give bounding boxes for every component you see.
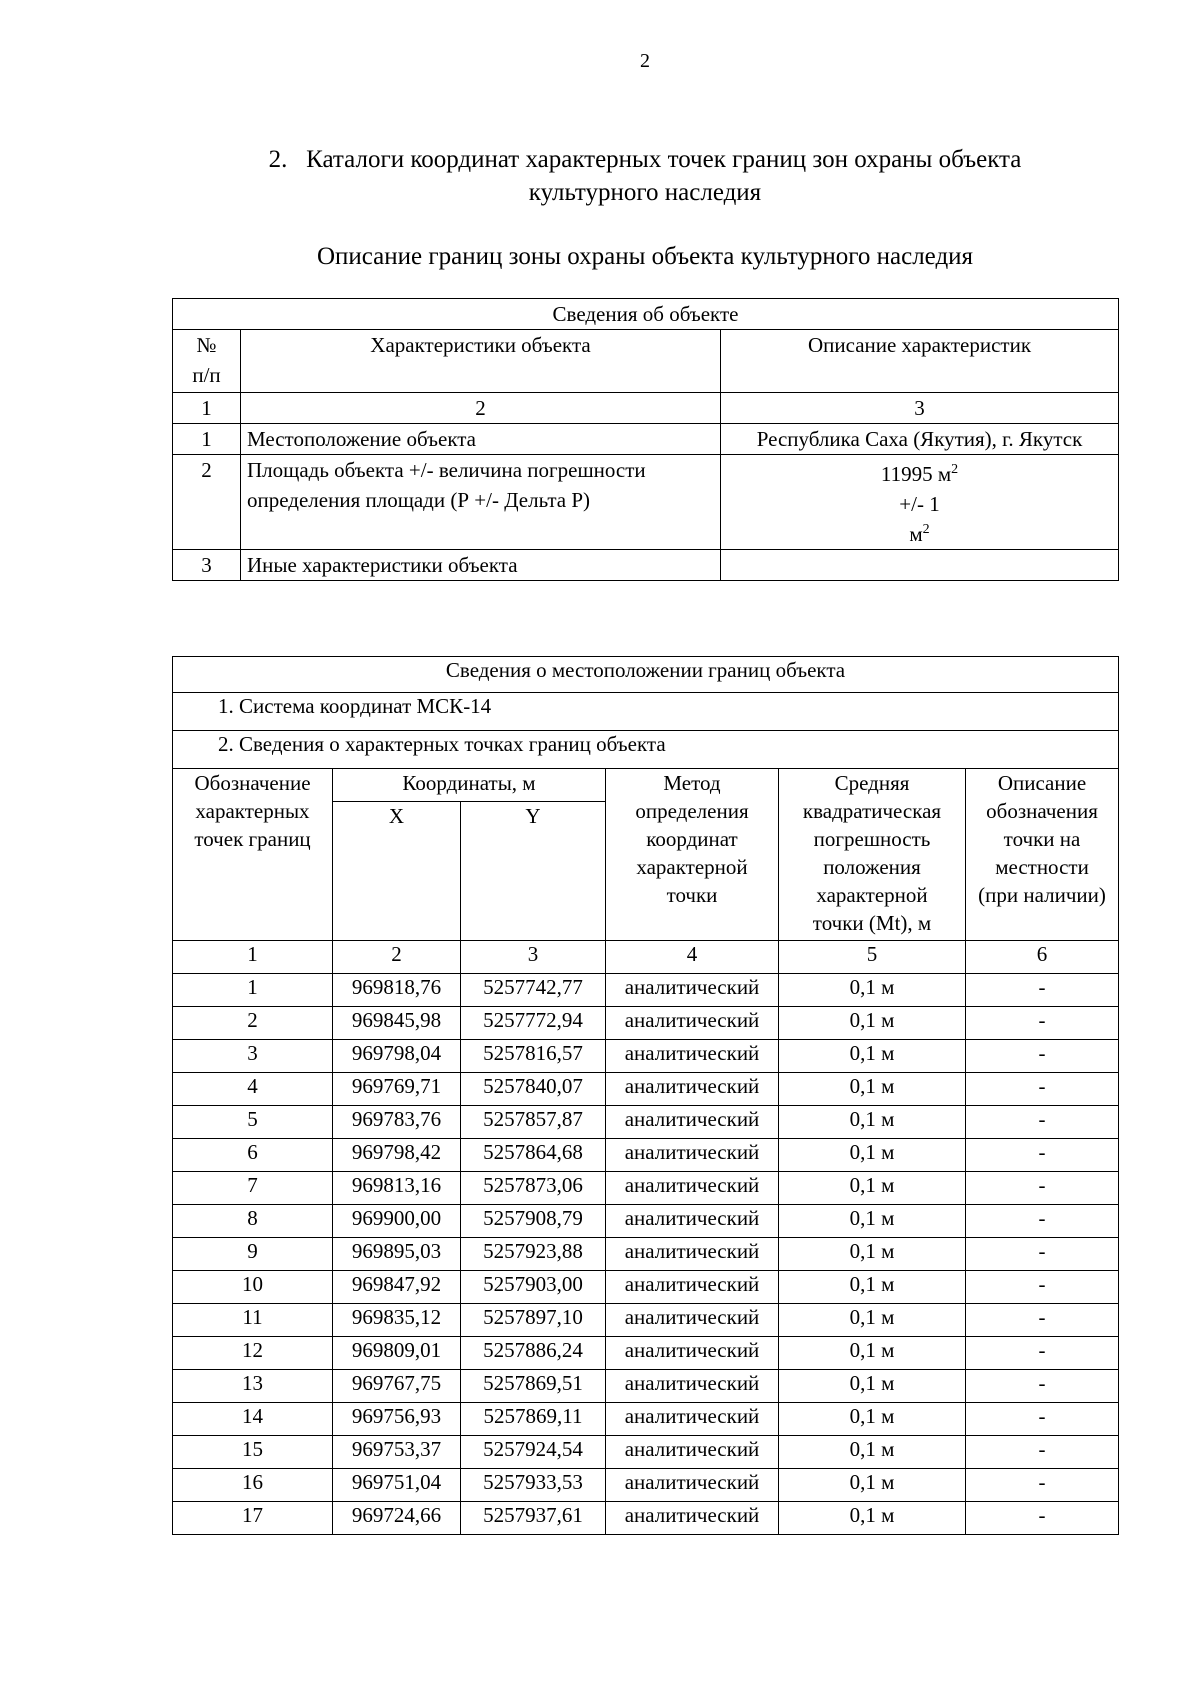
error-value: 0,1 м — [779, 1073, 966, 1106]
method-value: аналитический — [606, 1040, 779, 1073]
num-header-line2: п/п — [192, 363, 221, 387]
table-row — [173, 1007, 1119, 1040]
table-row — [173, 1502, 1119, 1535]
table-row — [173, 974, 1119, 1007]
point-number: 11 — [173, 1304, 333, 1337]
error-header — [779, 769, 966, 941]
y-coordinate: 5257903,00 — [461, 1271, 606, 1304]
description-value: - — [966, 1469, 1119, 1502]
error-value: 0,1 м — [779, 974, 966, 1007]
points-title: 2. Сведения о характерных точках границ объекта — [173, 731, 1119, 769]
x-coordinate: 969809,01 — [333, 1337, 461, 1370]
description-value: - — [966, 1502, 1119, 1535]
section-title — [170, 143, 1120, 209]
error-value: 0,1 м — [779, 1304, 966, 1337]
area-value — [721, 455, 1119, 550]
table-row — [173, 1073, 1119, 1106]
method-value: аналитический — [606, 1238, 779, 1271]
row-number: 3 — [173, 550, 241, 581]
x-coordinate: 969751,04 — [333, 1469, 461, 1502]
table-row — [173, 1469, 1119, 1502]
table-row — [173, 1370, 1119, 1403]
header-line: характерной — [816, 883, 928, 907]
point-number: 9 — [173, 1238, 333, 1271]
error-value: 0,1 м — [779, 1271, 966, 1304]
header-line: обозначения — [986, 799, 1098, 823]
area-label-line2: определения площади (Р +/- Дельта Р) — [247, 488, 591, 512]
point-number: 15 — [173, 1436, 333, 1469]
table-row — [173, 1040, 1119, 1073]
characteristic-label — [241, 455, 721, 550]
page-number: 2 — [640, 50, 650, 72]
x-coordinate: 969798,42 — [333, 1139, 461, 1172]
description-value: - — [966, 1238, 1119, 1271]
superscript: 2 — [951, 462, 959, 477]
x-coordinate: 969724,66 — [333, 1502, 461, 1535]
x-coordinate: 969767,75 — [333, 1370, 461, 1403]
description-header — [966, 769, 1119, 941]
table-row — [173, 1205, 1119, 1238]
table-row — [173, 1403, 1119, 1436]
point-number: 17 — [173, 1502, 333, 1535]
table-row — [173, 1271, 1119, 1304]
method-value: аналитический — [606, 1073, 779, 1106]
method-value: аналитический — [606, 1469, 779, 1502]
y-coordinate: 5257840,07 — [461, 1073, 606, 1106]
method-value: аналитический — [606, 974, 779, 1007]
area-tolerance: +/- 1 — [899, 492, 940, 516]
table-row — [173, 1436, 1119, 1469]
description-value: - — [966, 1205, 1119, 1238]
x-coordinate: 969783,76 — [333, 1106, 461, 1139]
area-unit — [909, 522, 929, 546]
description-value: - — [966, 974, 1119, 1007]
coordinates-header: Координаты, м — [333, 769, 606, 802]
point-number: 5 — [173, 1106, 333, 1139]
method-value: аналитический — [606, 1139, 779, 1172]
point-number: 2 — [173, 1007, 333, 1040]
header-line: точек границ — [194, 827, 311, 851]
section-title-line2: культурного наследия — [528, 179, 762, 206]
y-header: Y — [461, 802, 606, 941]
x-coordinate: 969798,04 — [333, 1040, 461, 1073]
error-value: 0,1 м — [779, 1172, 966, 1205]
num-header-line1: № — [196, 333, 217, 357]
col-number: 3 — [721, 393, 1119, 424]
method-value: аналитический — [606, 1271, 779, 1304]
info-table-header: Сведения об объекте — [173, 299, 1119, 330]
point-number: 6 — [173, 1139, 333, 1172]
header-line: точки (Mt), м — [812, 911, 932, 935]
method-value: аналитический — [606, 1436, 779, 1469]
x-coordinate: 969813,16 — [333, 1172, 461, 1205]
description-value: - — [966, 1436, 1119, 1469]
y-coordinate: 5257923,88 — [461, 1238, 606, 1271]
coordinates-table — [172, 656, 1119, 1535]
col-number: 2 — [241, 393, 721, 424]
designation-header — [173, 769, 333, 941]
table-row — [173, 424, 1119, 455]
x-coordinate: 969756,93 — [333, 1403, 461, 1436]
characteristics-column-header: Характеристики объекта — [241, 330, 721, 393]
header-line: точки — [666, 883, 718, 907]
header-line: Описание — [997, 771, 1087, 795]
x-coordinate: 969753,37 — [333, 1436, 461, 1469]
x-coordinate: 969769,71 — [333, 1073, 461, 1106]
y-coordinate: 5257933,53 — [461, 1469, 606, 1502]
location-value: Республика Саха (Якутия), г. Якутск — [721, 424, 1119, 455]
point-number: 16 — [173, 1469, 333, 1502]
y-coordinate: 5257742,77 — [461, 974, 606, 1007]
y-coordinate: 5257864,68 — [461, 1139, 606, 1172]
y-coordinate: 5257816,57 — [461, 1040, 606, 1073]
row-number: 2 — [173, 455, 241, 550]
y-coordinate: 5257937,61 — [461, 1502, 606, 1535]
header-line: определения — [635, 799, 749, 823]
col-number: 3 — [461, 941, 606, 974]
description-value: - — [966, 1007, 1119, 1040]
method-value: аналитический — [606, 1502, 779, 1535]
error-value: 0,1 м — [779, 1469, 966, 1502]
method-value: аналитический — [606, 1007, 779, 1040]
method-value: аналитический — [606, 1370, 779, 1403]
table-row — [173, 1238, 1119, 1271]
header-line: характерной — [636, 855, 748, 879]
header-line: местности — [995, 855, 1089, 879]
x-coordinate: 969895,03 — [333, 1238, 461, 1271]
header-line: координат — [646, 827, 738, 851]
header-line: Метод — [663, 771, 721, 795]
section-title-line1: Каталоги координат характерных точек границ зон охраны объекта — [306, 146, 1022, 173]
x-coordinate: 969835,12 — [333, 1304, 461, 1337]
y-coordinate: 5257857,87 — [461, 1106, 606, 1139]
table-row — [173, 1337, 1119, 1370]
method-value: аналитический — [606, 1337, 779, 1370]
error-value: 0,1 м — [779, 1337, 966, 1370]
coordinate-system: 1. Система координат МСК-14 — [173, 693, 1119, 731]
characteristic-label: Иные характеристики объекта — [241, 550, 721, 581]
x-coordinate: 969900,00 — [333, 1205, 461, 1238]
row-number: 1 — [173, 424, 241, 455]
point-number: 3 — [173, 1040, 333, 1073]
method-value: аналитический — [606, 1106, 779, 1139]
description-value: - — [966, 1073, 1119, 1106]
coord-table-header: Сведения о местоположении границ объекта — [173, 657, 1119, 693]
header-line: квадратическая — [802, 799, 942, 823]
description-value: - — [966, 1337, 1119, 1370]
point-number: 10 — [173, 1271, 333, 1304]
col-number: 2 — [333, 941, 461, 974]
header-line: характерных — [195, 799, 310, 823]
col-number: 4 — [606, 941, 779, 974]
y-coordinate: 5257772,94 — [461, 1007, 606, 1040]
header-line: Средняя — [834, 771, 910, 795]
error-value: 0,1 м — [779, 1205, 966, 1238]
error-value: 0,1 м — [779, 1106, 966, 1139]
header-line: Обозначение — [194, 771, 311, 795]
error-value: 0,1 м — [779, 1436, 966, 1469]
x-coordinate: 969845,98 — [333, 1007, 461, 1040]
description-value: - — [966, 1139, 1119, 1172]
area-amount: 11995 м — [880, 462, 952, 486]
y-coordinate: 5257886,24 — [461, 1337, 606, 1370]
header-line: точки на — [1003, 827, 1081, 851]
table-row — [173, 1172, 1119, 1205]
header-line: (при наличии) — [978, 883, 1106, 907]
col-number: 1 — [173, 941, 333, 974]
y-coordinate: 5257873,06 — [461, 1172, 606, 1205]
header-line: погрешность — [813, 827, 931, 851]
x-coordinate: 969818,76 — [333, 974, 461, 1007]
method-header — [606, 769, 779, 941]
description-value: - — [966, 1304, 1119, 1337]
description-value: - — [966, 1172, 1119, 1205]
x-coordinate: 969847,92 — [333, 1271, 461, 1304]
y-coordinate: 5257924,54 — [461, 1436, 606, 1469]
table-row — [173, 1139, 1119, 1172]
description-column-header: Описание характеристик — [721, 330, 1119, 393]
y-coordinate: 5257869,11 — [461, 1403, 606, 1436]
description-value: - — [966, 1271, 1119, 1304]
point-number: 8 — [173, 1205, 333, 1238]
area-label-line1: Площадь объекта +/- величина погрешности — [247, 458, 646, 482]
characteristic-label: Местоположение объекта — [241, 424, 721, 455]
description-value: - — [966, 1370, 1119, 1403]
point-number: 7 — [173, 1172, 333, 1205]
y-coordinate: 5257897,10 — [461, 1304, 606, 1337]
col-number: 1 — [173, 393, 241, 424]
point-number: 14 — [173, 1403, 333, 1436]
method-value: аналитический — [606, 1172, 779, 1205]
error-value: 0,1 м — [779, 1502, 966, 1535]
col-number: 5 — [779, 941, 966, 974]
unit-text: м — [909, 522, 923, 546]
section-number: 2. — [268, 146, 288, 173]
point-number: 13 — [173, 1370, 333, 1403]
error-value: 0,1 м — [779, 1403, 966, 1436]
x-header: X — [333, 802, 461, 941]
num-column-header — [173, 330, 241, 393]
table-row — [173, 1106, 1119, 1139]
description-value: - — [966, 1040, 1119, 1073]
description-value: - — [966, 1403, 1119, 1436]
col-number: 6 — [966, 941, 1119, 974]
method-value: аналитический — [606, 1304, 779, 1337]
coordinate-rows — [173, 974, 1119, 1535]
table-row — [173, 455, 1119, 550]
method-value: аналитический — [606, 1205, 779, 1238]
error-value: 0,1 м — [779, 1139, 966, 1172]
description-value: - — [966, 1106, 1119, 1139]
y-coordinate: 5257869,51 — [461, 1370, 606, 1403]
table-row — [173, 550, 1119, 581]
table-row — [173, 1304, 1119, 1337]
error-value: 0,1 м — [779, 1370, 966, 1403]
superscript: 2 — [922, 522, 930, 537]
y-coordinate: 5257908,79 — [461, 1205, 606, 1238]
point-number: 1 — [173, 974, 333, 1007]
error-value: 0,1 м — [779, 1007, 966, 1040]
error-value: 0,1 м — [779, 1238, 966, 1271]
table-subtitle: Описание границ зоны охраны объекта культурного наследия — [316, 243, 974, 270]
header-line: положения — [823, 855, 921, 879]
object-info-table — [172, 298, 1119, 581]
point-number: 12 — [173, 1337, 333, 1370]
error-value: 0,1 м — [779, 1040, 966, 1073]
method-value: аналитический — [606, 1403, 779, 1436]
other-value — [721, 550, 1119, 581]
point-number: 4 — [173, 1073, 333, 1106]
